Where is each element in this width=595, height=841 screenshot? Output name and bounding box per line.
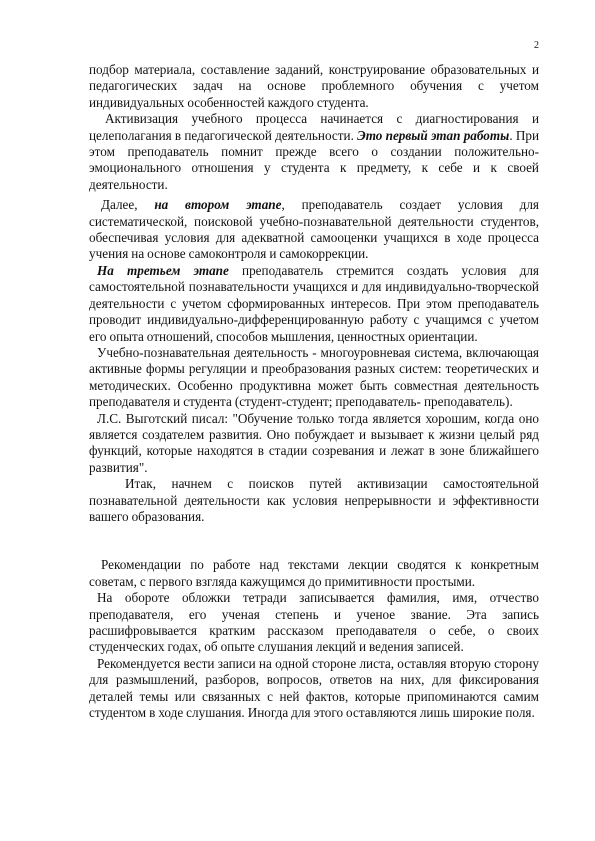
paragraph-text: Рекомендации по работе над текстами лекции сводятся к конкретным советам, с первого взгляда кажущимся до примитивности простыми.: [89, 557, 539, 589]
paragraph: [89, 411, 539, 477]
paragraph-text: Активизация учебного процесса начинается с диагностирования и целеполагания в педагогической деятельности.: [89, 111, 539, 143]
paragraph: [89, 111, 539, 193]
paragraph: [89, 590, 539, 656]
paragraph: [89, 197, 539, 263]
paragraph: [89, 557, 539, 590]
paragraph-text: Рекомендуется вести записи на одной стороне листа, оставляя вторую сторону для размышлений, разборов, вопросов, ответов на них, для фиксирования деталей темы или связанных с ней фактов, которые припоминаются самим студентом в ходе слушания. Иногда для этого оставляются лишь широкие поля.: [89, 655, 539, 721]
paragraph-text: . При этом преподаватель помнит прежде всего о создании положительно-эмоционального отношения у студента к предмету, к себе и к своей деятельности.: [89, 127, 540, 192]
paragraph: [89, 263, 539, 345]
paragraph-text: , преподаватель создает условия для систематической, поисковой учебно-познавательной деятельности студентов, обеспечивая условия для адекватной самооценки учащихся в ходе процесса учения на основе самоконтроля и самокоррекции.: [89, 197, 539, 262]
paragraph-text: Учебно-познавательная деятельность - многоуровневая система, включающая активные формы регуляции и преобразования разных систем: теоретических и методических. Особенно продуктивна может быть совместная деятельность преподавателя и студента (студент-студент; преподаватель- преподаватель).: [89, 344, 539, 410]
paragraph-text: Л.С. Выготский писал: "Обучение только тогда является хорошим, когда оно является создателем развития. Оно побуждает и вызывает к жизни целый ряд функций, которые находятся в стадии созревания и лежат в зоне ближайшего развития".: [89, 410, 539, 475]
emphasis-text: на втором этапе: [154, 197, 282, 213]
paragraph: [89, 656, 539, 722]
paragraph-text: На обороте обложки тетради записывается фамилия, имя, отчество преподавателя, его ученая степень и ученое звание. Эта запись расшифровывается кратким рассказом преподавателя о себе, о своих студенческих годах, об опыте слушания лекций и ведения записей.: [89, 590, 539, 655]
emphasis-text: Это первый этап работы: [357, 127, 510, 143]
paragraph-text: преподаватель стремится создать условия для самостоятельной познавательности учащихся и для индивидуально-творческой деятельности с учетом сформированных интересов. При этом преподаватель проводит индивидуально-дифференцированную работу с учащимся с учетом его опыта отношений, способов мышления, ценностных ориентации.: [89, 262, 539, 344]
paragraph-text: Далее,: [101, 197, 155, 213]
paragraph-text: подбор материала, составление заданий, конструирование образовательных и педагогических задач на основе проблемного обучения с учетом индивидуальных особенностей каждого студента.: [89, 62, 539, 110]
paragraph: [89, 345, 539, 411]
paragraph: [89, 476, 539, 525]
emphasis-text: На третьем этапе: [97, 262, 229, 278]
page-number: 2: [534, 40, 539, 51]
paragraph: [89, 62, 539, 111]
paragraph-text: Итак, начнем с поисков путей активизации самостоятельной познавательной деятельности как условия непрерывности и эффективности вашего образования.: [89, 476, 539, 524]
document-body: [89, 62, 539, 721]
